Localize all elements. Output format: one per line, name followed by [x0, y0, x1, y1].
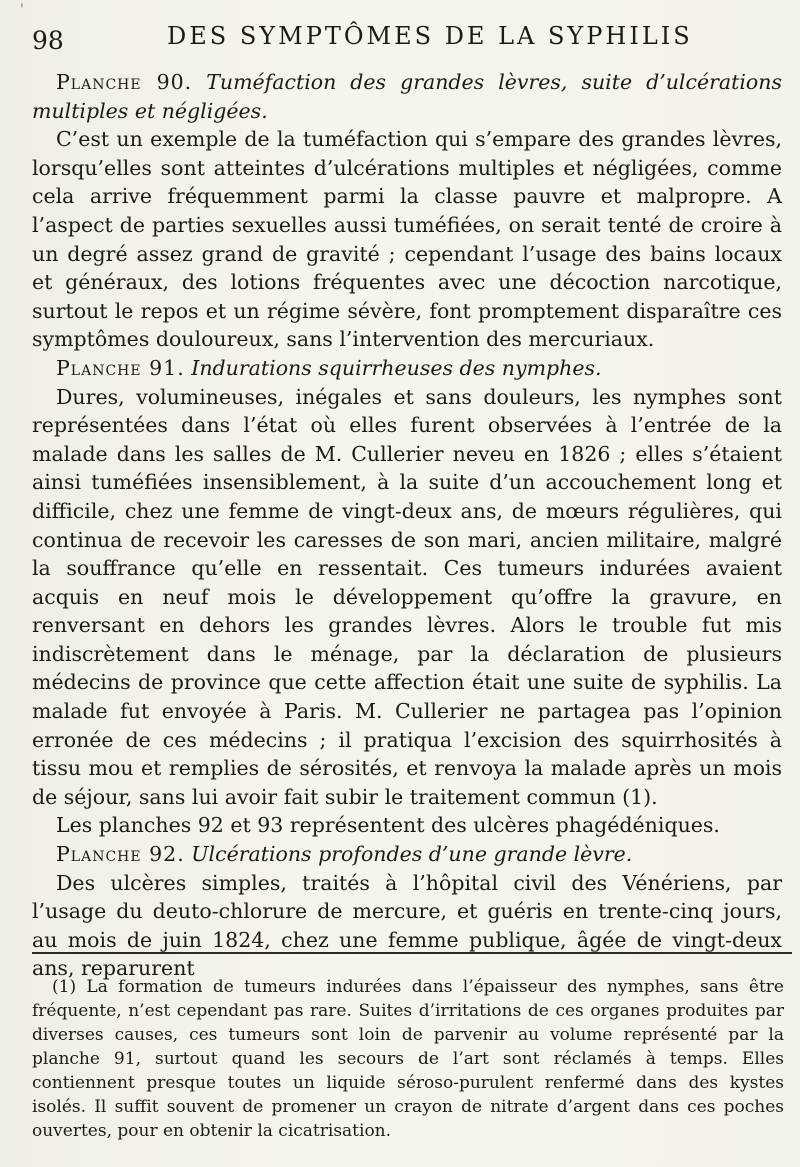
paragraph: Les planches 92 et 93 représentent des ulcères phagédéniques.	[56, 813, 720, 838]
footnote-text: (1) La formation de tumeurs indurées dans l’épaisseur des nymphes, sans être fréquente, n’est cependant pas rare. Suites d’irritations de ces organes produites par diverses causes, ces tumeurs sont loin de parvenir au volume représenté par la planche 91, surtout quand les secours de l’art sont réclamés à temps. Elles contiennent presque toutes un liquide séroso-purulent renfermé dans des kystes isolés. Il suffit souvent de promener un crayon de nitrate d’argent dans ces poches ouvertes, pour en obtenir la cicatrisation.	[32, 977, 784, 1141]
plate-90-heading	[32, 68, 782, 125]
body-text	[32, 68, 782, 983]
printer-mark: '	[20, 2, 24, 18]
footnote	[32, 975, 784, 1143]
plate-title: Indurations squirrheuses des nymphes.	[191, 355, 602, 380]
plate-label: Planche 91.	[56, 355, 185, 380]
plate-label: Planche 90.	[56, 70, 193, 94]
paragraph: Dures, volumineuses, inégales et sans douleurs, les nymphes sont représentées dans l’état où elles furent observées à l’entrée de la malade dans les salles de M. Cullerier neveu en 1826 ; elles s’étaient ainsi tuméfiées insensiblement, à la suite d’un accouchement long et difficile, chez une femme de vingt-deux ans, de mœurs régulières, qui continua de recevoir les caresses de son mari, ancien militaire, malgré la souffrance qu’elle en ressentait. Ces tumeurs indurées avaient acquis en neuf mois le développement qu’offre la gravure, en renversant en dehors les grandes lèvres. Alors le trouble fut mis indiscrètement dans le ménage, par la déclaration de plusieurs médecins de province que cette affection était une suite de syphilis. La malade fut envoyée à Paris. M. Cullerier ne partagea pas l’opinion erronée de ces médecins ; il pratiqua l’excision des squirrhosités à tissu mou et remplies de sérosités, et renvoya la malade après un mois de séjour, sans lui avoir fait subir le traitement commun (1).	[32, 384, 782, 809]
plate-label: Planche 92.	[56, 842, 185, 867]
plate-91-heading	[32, 354, 782, 383]
running-title: DES SYMPTÔMES DE LA SYPHILIS	[167, 22, 693, 50]
plate-92-heading	[32, 840, 782, 869]
paragraph: Des ulcères simples, traités à l’hôpital civil des Vénériens, par l’usage du deuto-chlorure de mercure, et guéris en trente-cinq jours, au mois de juin 1824, chez une femme publique, âgée de vingt-deux ans, reparurent	[32, 870, 782, 981]
plate-title: Tuméfaction des grandes lèvres, suite d’ulcérations multiples et négligées.	[32, 70, 782, 123]
footnote-rule	[32, 952, 792, 954]
page-header	[32, 18, 778, 58]
page-number: 98	[32, 26, 64, 55]
plate-title: Ulcérations profondes d’une grande lèvre.	[191, 842, 633, 867]
paragraph: C’est un exemple de la tuméfaction qui s’empare des grandes lèvres, lorsqu’elles sont atteintes d’ulcérations multiples et négligées, comme cela arrive fréquemment parmi la classe pauvre et malpropre. A l’aspect de parties sexuelles aussi tuméfiées, on serait tenté de croire à un degré assez grand de gravité ; cependant l’usage des bains locaux et généraux, des lotions fréquentes avec une décoction narcotique, surtout le repos et un régime sévère, font promptement disparaître ces symptômes douloureux, sans l’intervention des mercuriaux.	[32, 127, 782, 352]
